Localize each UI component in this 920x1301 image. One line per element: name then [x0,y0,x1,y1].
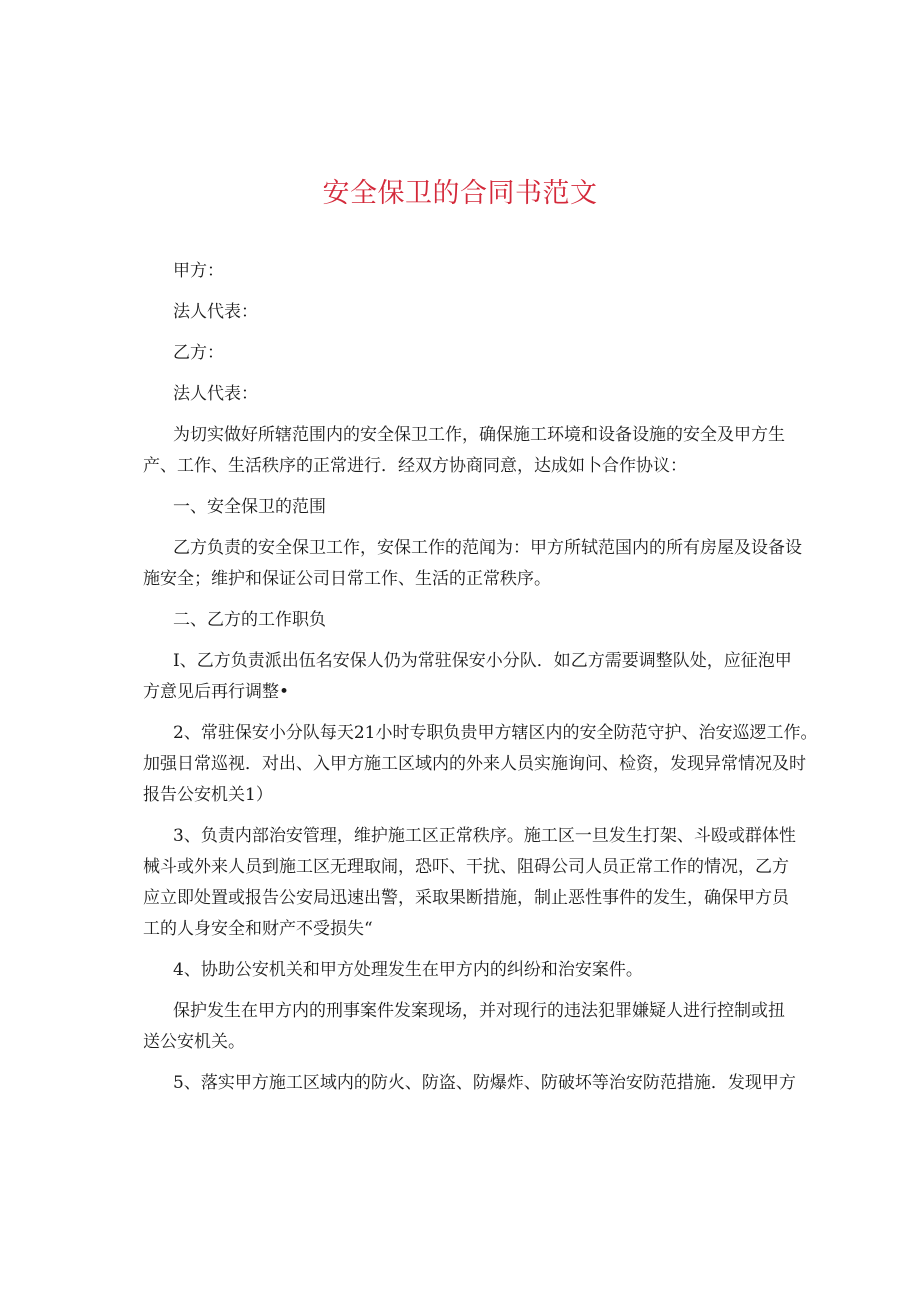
party-a-label: 甲方： [173,261,224,281]
section-heading-scope [143,492,791,523]
party-a-representative-label: 法人代表： [173,302,258,322]
paragraph-line: 乙方负责的安全保卫工作，安保工作的范闻为：甲方所轼范国内的所有房屋及设备设 [173,538,802,558]
paragraph-line: 加强日常巡视．对出、入甲方施工区域内的外来人员实施询问、检资，发现异常情况及时 [143,754,806,774]
clause-2 [143,718,818,811]
paragraph-line: 报告公安机关1） [143,785,273,805]
paragraph-line: 为切实做好所辖范围内的安全保卫工作，确保施工环境和设备设施的安全及甲方生 [173,425,785,445]
paragraph-line: 4、协助公安机关和甲方处理发生在甲方内的纠纷和治安案件。 [173,960,643,980]
document-title: 安全保卫的合同书范文 [322,178,598,209]
paragraph-line: 送公安机关。 [143,1032,245,1052]
paragraph-line: 械斗或外来人员到施工区无理取闹，恐吓、干扰、阻碍公司人员正常工作的情况，乙方 [143,857,789,877]
header-fields [143,256,791,410]
paragraph-line: 工的人身安全和财产不受损失“ [143,919,373,939]
clause-1 [143,646,791,708]
paragraph-preamble [143,420,791,482]
party-b-label: 乙方： [173,343,224,363]
paragraph-line: 2、常驻保安小分队每天21小时专职负贵甲方辖区内的安全防范守护、治安巡逻工作。 [173,723,818,743]
clause-3 [143,821,796,945]
clause-5 [143,1068,796,1099]
paragraph-line: 保护发生在甲方内的刑事案件发案现场，并对现行的违法犯罪嫌疑人进行控制或扭 [173,1001,785,1021]
section-heading: 一、安全保卫的范围 [173,497,326,517]
paragraph-scope [143,533,802,595]
paragraph-line: 产、工作、生活秩序的正常进行．经双方协商同意，达成如卜合作协议： [143,456,687,476]
paragraph-line: 施安全；维护和保证公司日常工作、生活的正常秩序。 [143,569,551,589]
paragraph-line: 应立即处置或报告公安局迅速出警，采取果断措施，制止恶性事件的发生，确保甲方员 [143,888,789,908]
clause-4-continued [143,996,791,1058]
paragraph-line: 3、负责内部治安管理，维护施工区正常秩序。施工区一旦发生打架、斗殴或群体性 [173,826,796,846]
section-heading: 二、乙方的工作职负 [173,610,326,630]
party-b-representative-label: 法人代表： [173,384,258,404]
paragraph-line: 5、落实甲方施工区域内的防火、防盗、防爆炸、防破坏等治安防范措施．发现甲方 [173,1073,796,1093]
paragraph-line: 方意见后再行调整• [143,682,290,702]
clause-4 [143,955,791,986]
section-heading-duties [143,605,791,636]
document-body [143,256,818,1099]
paragraph-line: I、乙方负责派出伍名安保人仍为常驻保安小分队．如乙方需要调整队处，应征泡甲 [173,651,792,671]
